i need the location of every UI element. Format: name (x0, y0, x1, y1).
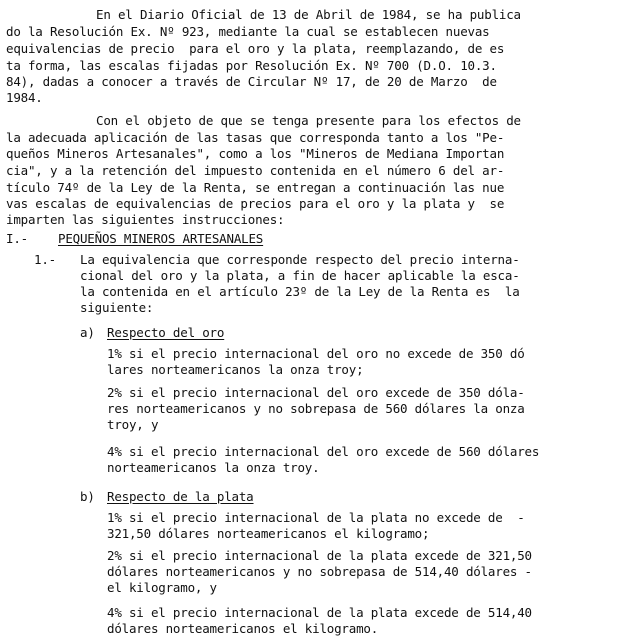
sub-b-label: b) (80, 489, 95, 504)
sub-a-title: Respecto del oro (107, 325, 225, 340)
item-1-line-2: cional del oro y la plata, a fin de hacer aplicable la esca- (80, 268, 520, 283)
purpose-line-5: tículo 74º de la Ley de la Renta, se entregan a continuación las nue (6, 180, 505, 195)
sub-b-entry-2-line-1: 2% si el precio internacional de la plata excede de 321,50 (107, 548, 532, 563)
purpose-line-1: Con el objeto de que se tenga presente para los efectos de (96, 113, 521, 128)
intro-line-2: do la Resolución Ex. Nº 923, mediante la cual se establecen nuevas (6, 24, 490, 39)
sub-b-entry-3-line-1: 4% si el precio internacional de la plata excede de 514,40 (107, 605, 532, 620)
intro-line-6: 1984. (6, 90, 43, 105)
sub-b-entry-3-line-2: dólares norteamericanos el kilogramo. (107, 621, 379, 636)
intro-line-3: equivalencias de precio para el oro y la plata, reemplazando, de es (6, 41, 505, 56)
section-number: I.- (6, 231, 28, 246)
sub-a-entry-2-line-3: troy, y (107, 417, 159, 432)
purpose-line-7: imparten las siguientes instrucciones: (6, 212, 285, 227)
sub-b-title: Respecto de la plata (107, 489, 254, 504)
sub-a-entry-2-line-1: 2% si el precio internacional del oro excede de 350 dóla- (107, 385, 525, 400)
intro-line-5: 84), dadas a conocer a través de Circular Nº 17, de 20 de Marzo de (6, 74, 497, 89)
sub-b-entry-1-line-1: 1% si el precio internacional de la plata no excede de - (107, 510, 525, 525)
purpose-line-2: la adecuada aplicación de las tasas que corresponda tanto a los "Pe- (6, 130, 505, 145)
sub-b-entry-2-line-3: el kilogramo, y (107, 580, 217, 595)
sub-a-entry-3-line-1: 4% si el precio internacional del oro excede de 560 dólares (107, 444, 540, 459)
sub-a-entry-1-line-1: 1% si el precio internacional del oro no excede de 350 dó (107, 346, 525, 361)
purpose-line-4: cia", y a la retención del impuesto contenida en el número 6 del ar- (6, 163, 505, 178)
sub-a-label: a) (80, 325, 95, 340)
intro-line-4: ta forma, las escalas fijadas por Resolución Ex. Nº 700 (D.O. 10.3. (6, 58, 497, 73)
sub-b-entry-1-line-2: 321,50 dólares norteamericanos el kilogramo; (107, 526, 430, 541)
sub-a-entry-3-line-2: norteamericanos la onza troy. (107, 460, 320, 475)
item-1-line-3: la contenida en el artículo 23º de la Ley de la Renta es la (80, 284, 520, 299)
item-1-number: 1.- (34, 252, 56, 267)
purpose-line-3: queños Mineros Artesanales", como a los "Mineros de Mediana Importan (6, 146, 505, 161)
sub-a-entry-1-line-2: lares norteamericanos la onza troy; (107, 362, 364, 377)
intro-line-1: En el Diario Oficial de 13 de Abril de 1984, se ha publica (96, 7, 521, 22)
section-title: PEQUEÑOS MINEROS ARTESANALES (58, 231, 264, 246)
item-1-line-4: siguiente: (80, 300, 154, 315)
purpose-line-6: vas escalas de equivalencias de precios para el oro y la plata y se (6, 196, 505, 211)
item-1-line-1: La equivalencia que corresponde respecto del precio interna- (80, 252, 520, 267)
sub-b-entry-2-line-2: dólares norteamericanos y no sobrepasa de 514,40 dólares - (107, 564, 532, 579)
sub-a-entry-2-line-2: res norteamericanos y no sobrepasa de 560 dólares la onza (107, 401, 525, 416)
